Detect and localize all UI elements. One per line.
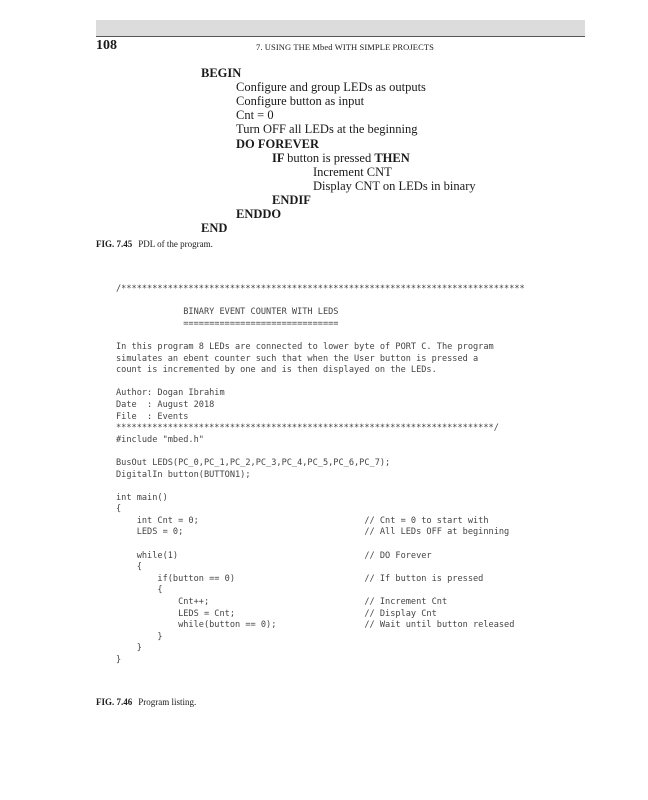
figure-caption-text: Program listing.: [138, 697, 197, 707]
pdl-line: BEGIN: [201, 66, 242, 80]
figure-label: FIG. 7.46: [96, 697, 133, 707]
pdl-line: DO FOREVER: [236, 136, 319, 151]
pdl-text: button is pressed: [287, 150, 375, 165]
page-number: 108: [96, 38, 117, 53]
figure-caption-text: PDL of the program.: [138, 239, 213, 249]
figure-label: FIG. 7.45: [96, 239, 133, 249]
figure-caption-7-46: [96, 697, 196, 708]
pdl-keyword: IF: [272, 150, 288, 165]
pdl-line: Display CNT on LEDs in binary: [313, 178, 476, 193]
pdl-line: Increment CNT: [313, 164, 392, 179]
pdl-line: [272, 151, 410, 165]
pdl-line: Configure button as input: [236, 94, 365, 109]
program-listing: /****************************************************************************** BINARY EVENT COUNTER WITH LEDS ============================== In this program 8 LEDs are connected to lower byte of PORT C. The program simulates an ebent counter such that when the User button is pressed a count is incremented by one and is then displayed on the LEDs. Author: Dogan Ibrahim Date : August 2018 File : Events *************************************************************************/ #include "mbed.h" BusOut LEDS(PC_0,PC_1,PC_2,PC_3,PC_4,PC_5,PC_6,PC_7); DigitalIn button(BUTTON1); int main() { int Cnt = 0; // Cnt = 0 to start with LEDS = 0; // All LEDs OFF at beginning while(1) // DO Forever { if(button == 0) // If button is pressed { Cnt++; // Increment Cnt LEDS = Cnt; // Display Cnt while(button == 0); // Wait until button released } } }: [116, 284, 525, 665]
running-head: 7. USING THE Mbed WITH SIMPLE PROJECTS: [256, 42, 434, 52]
header-bar: [96, 20, 585, 36]
pdl-line: END: [201, 221, 228, 236]
pdl-keyword: THEN: [374, 150, 410, 165]
pdl-line: Turn OFF all LEDs at the beginning: [236, 122, 418, 137]
header-rule: [96, 36, 585, 37]
pdl-line: ENDDO: [236, 207, 282, 221]
figure-caption-7-45: [96, 239, 213, 250]
pdl-line: Configure and group LEDs as outputs: [236, 80, 426, 95]
pdl-line: Cnt = 0: [236, 108, 274, 123]
pdl-line: ENDIF: [272, 192, 311, 207]
